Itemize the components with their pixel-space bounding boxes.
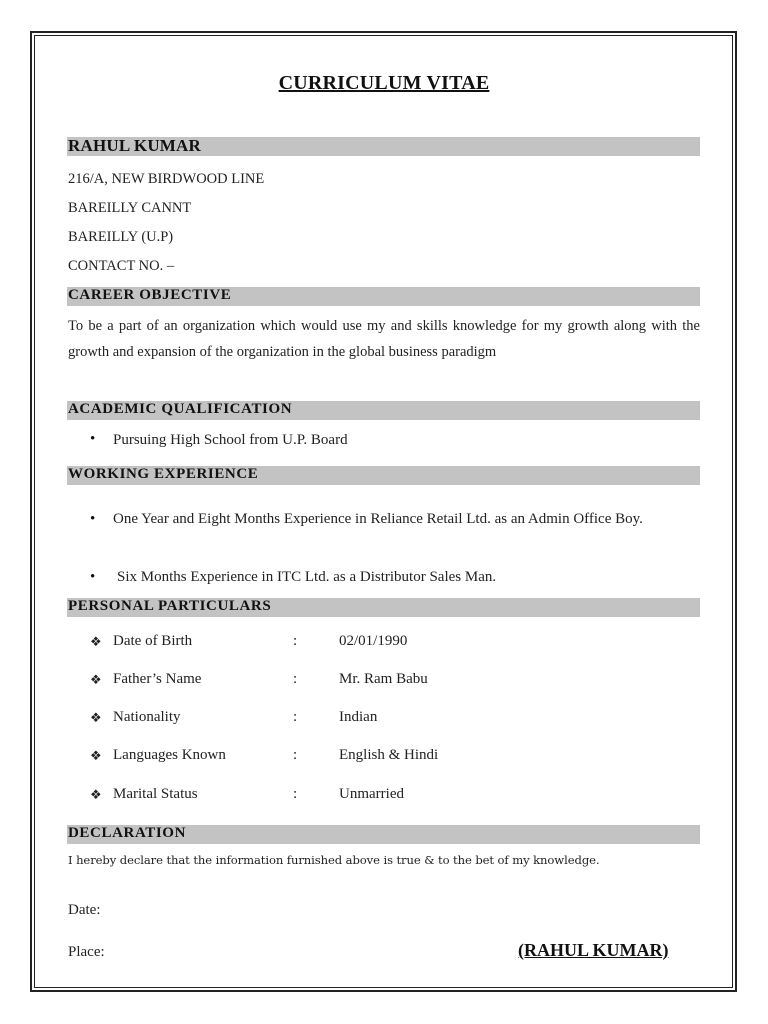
separator: : (293, 633, 298, 649)
diamond-bullet-icon: ❖ (90, 710, 102, 725)
academic-item: Pursuing High School from U.P. Board (113, 432, 348, 448)
academic-heading: ACADEMIC QUALIFICATION (68, 401, 293, 417)
career-objective-heading: CAREER OBJECTIVE (68, 287, 232, 303)
personal-label: Nationality (113, 709, 181, 725)
bullet-icon: • (90, 511, 96, 527)
personal-label: Languages Known (113, 747, 226, 763)
candidate-name: RAHUL KUMAR (68, 136, 202, 155)
diamond-bullet-icon: ❖ (90, 634, 102, 649)
personal-row (0, 709, 768, 733)
separator: : (293, 747, 298, 763)
personal-label: Father’s Name (113, 671, 202, 687)
personal-label: Date of Birth (113, 633, 193, 649)
address-line-3: BAREILLY (U.P) (68, 229, 174, 245)
diamond-bullet-icon: ❖ (90, 787, 102, 802)
document-title: CURRICULUM VITAE (278, 72, 490, 94)
diamond-bullet-icon: ❖ (90, 748, 102, 763)
address-line-1: 216/A, NEW BIRDWOOD LINE (68, 171, 265, 187)
separator: : (293, 709, 298, 725)
personal-row (0, 671, 768, 695)
bullet-icon: • (90, 569, 96, 585)
separator: : (293, 786, 298, 802)
declaration-text: I hereby declare that the information furnished above is true & to the bet of my knowledge. (68, 853, 600, 867)
separator: : (293, 671, 298, 687)
personal-value: Mr. Ram Babu (339, 671, 428, 687)
career-objective-text: To be a part of an organization which would use my and skills knowledge for my growth along with the growth and expansion of the organization in the global business paradigm (68, 318, 700, 360)
personal-row (0, 633, 768, 657)
personal-particulars-heading: PERSONAL PARTICULARS (68, 598, 272, 614)
personal-label: Marital Status (113, 786, 198, 802)
working-experience-heading: WORKING EXPERIENCE (68, 466, 259, 482)
bullet-icon: • (90, 431, 96, 447)
date-label: Date: (68, 902, 101, 918)
experience-item: One Year and Eight Months Experience in Reliance Retail Ltd. as an Admin Office Boy. (113, 511, 643, 527)
contact-number: CONTACT NO. – (68, 258, 175, 274)
personal-value: Unmarried (339, 786, 404, 802)
personal-row (0, 747, 768, 771)
personal-value: Indian (339, 709, 378, 725)
diamond-bullet-icon: ❖ (90, 672, 102, 687)
place-label: Place: (68, 944, 105, 960)
personal-value: English & Hindi (339, 747, 439, 763)
declaration-heading: DECLARATION (68, 825, 187, 841)
personal-row (0, 786, 768, 810)
address-line-2: BAREILLY CANNT (68, 200, 192, 216)
personal-value: 02/01/1990 (339, 633, 408, 649)
signature: (RAHUL KUMAR) (518, 940, 669, 960)
experience-item: Six Months Experience in ITC Ltd. as a Distributor Sales Man. (117, 569, 497, 585)
